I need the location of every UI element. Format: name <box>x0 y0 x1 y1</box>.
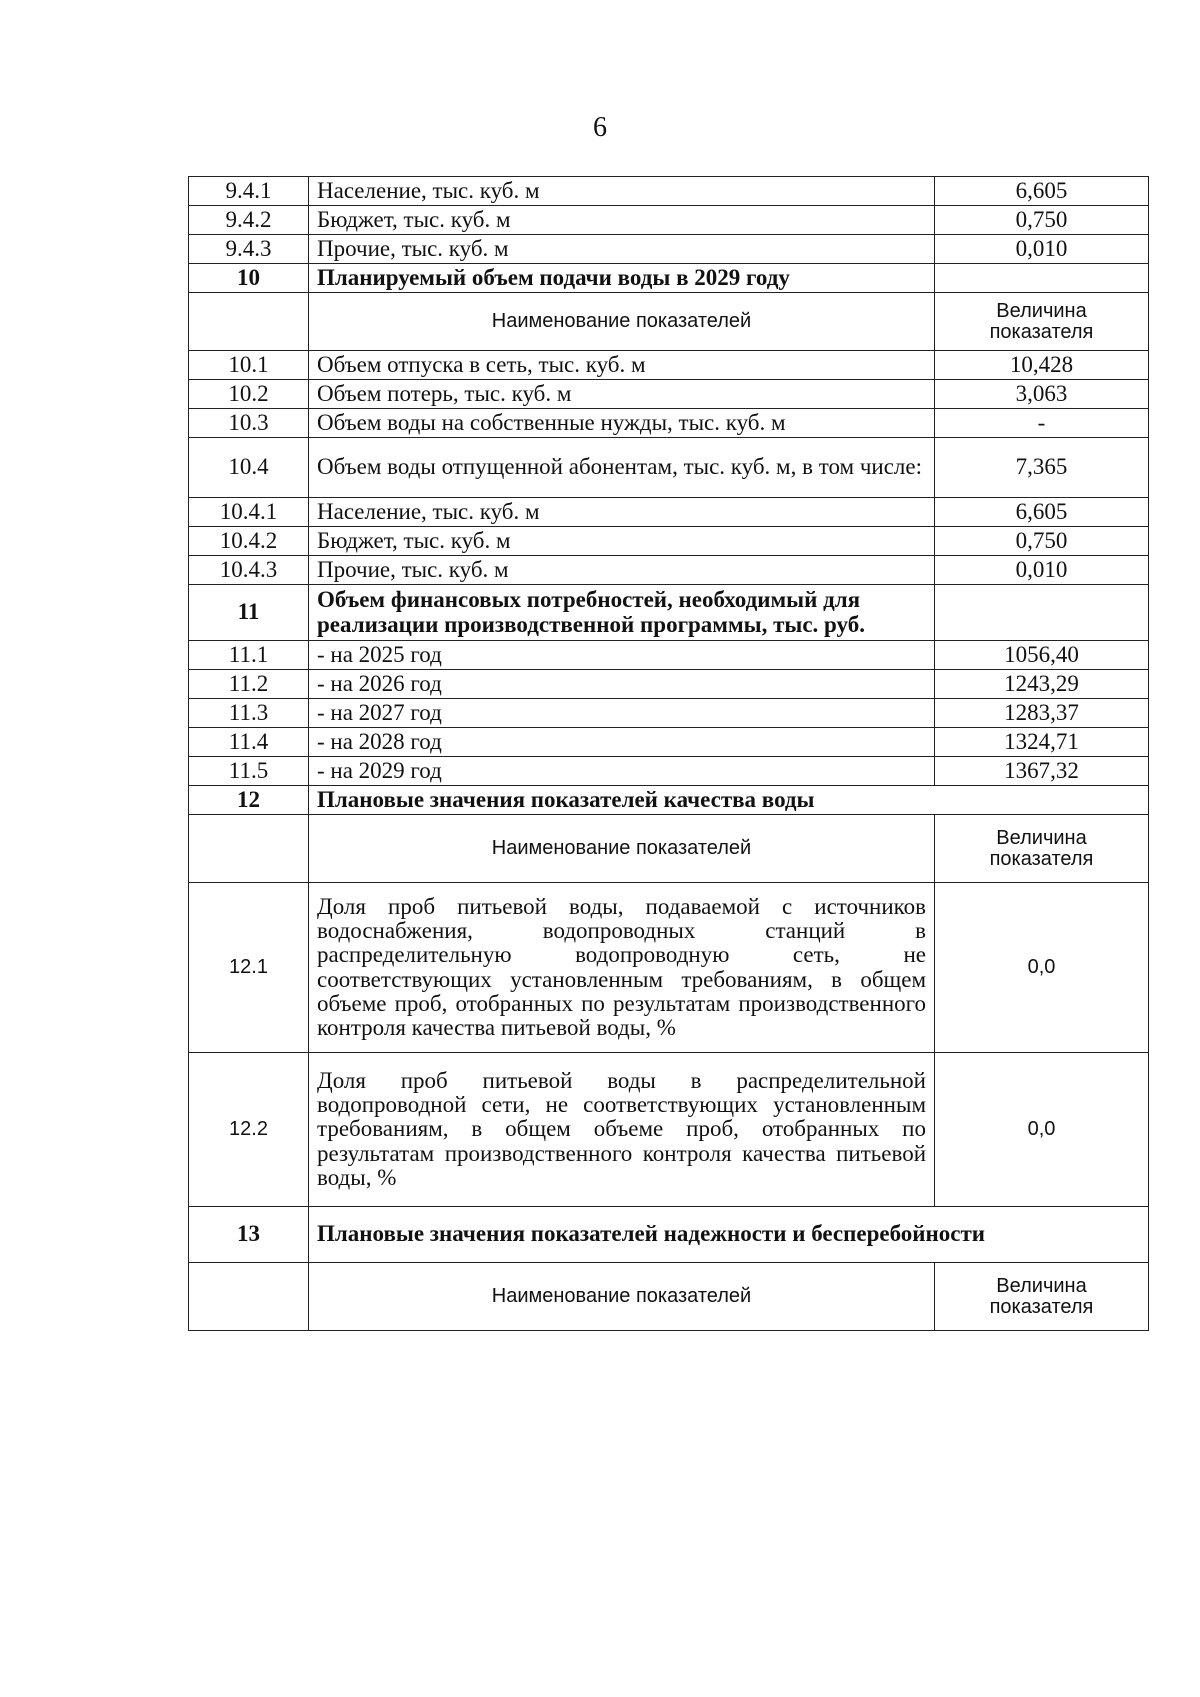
row-value: 1324,71 <box>935 728 1149 757</box>
section-row <box>189 1207 1149 1263</box>
row-number: 12.2 <box>189 1053 309 1207</box>
header-empty-cell <box>189 293 309 351</box>
row-number: 10.4.1 <box>189 498 309 527</box>
row-name: Доля проб питьевой воды в распределительной водопроводной сети, не соответствующих установленным требованиям, в общем объеме проб, отобранных по результатам производственного контроля качества питьевой воды, % <box>309 1053 935 1207</box>
table-row <box>189 670 1149 699</box>
row-number: 12.1 <box>189 883 309 1053</box>
table-row <box>189 527 1149 556</box>
header-row <box>189 815 1149 883</box>
section-row <box>189 264 1149 293</box>
row-name: Объем воды отпущенной абонентам, тыс. куб. м, в том числе: <box>309 438 935 498</box>
section-title: Объем финансовых потребностей, необходимый для реализации производственной программы, тыс. руб. <box>309 585 935 641</box>
table-row <box>189 641 1149 670</box>
row-number: 9.4.2 <box>189 206 309 235</box>
row-value: 6,605 <box>935 498 1149 527</box>
row-number: 11.3 <box>189 699 309 728</box>
row-name: Население, тыс. куб. м <box>309 498 935 527</box>
row-value: 6,605 <box>935 177 1149 206</box>
row-value: 0,010 <box>935 235 1149 264</box>
row-value: 7,365 <box>935 438 1149 498</box>
table-row <box>189 883 1149 1053</box>
table-row <box>189 235 1149 264</box>
header-row <box>189 1263 1149 1331</box>
row-name: Население, тыс. куб. м <box>309 177 935 206</box>
page-number: 6 <box>593 112 607 143</box>
row-name: - на 2025 год <box>309 641 935 670</box>
row-value: 0,750 <box>935 527 1149 556</box>
row-value: 1056,40 <box>935 641 1149 670</box>
section-number: 13 <box>189 1207 309 1263</box>
row-name: Объем воды на собственные нужды, тыс. куб. м <box>309 409 935 438</box>
row-value: - <box>935 409 1149 438</box>
header-value: Величина показателя <box>935 1263 1149 1331</box>
section-title: Плановые значения показателей качества воды <box>309 786 1149 815</box>
row-number: 10.4 <box>189 438 309 498</box>
table-row <box>189 438 1149 498</box>
section-row <box>189 786 1149 815</box>
row-name: Доля проб питьевой воды, подаваемой с источников водоснабжения, водопроводных станций в распределительную водопроводную сеть, не соответствующих установленным требованиям, в общем объеме проб, отобранных по результатам производственного контроля качества питьевой воды, % <box>309 883 935 1053</box>
row-value: 1283,37 <box>935 699 1149 728</box>
header-value: Величина показателя <box>935 293 1149 351</box>
row-name: - на 2029 год <box>309 757 935 786</box>
section-title: Планируемый объем подачи воды в 2029 году <box>309 264 935 293</box>
row-number: 10.2 <box>189 380 309 409</box>
header-name: Наименование показателей <box>309 293 935 351</box>
row-number: 11.5 <box>189 757 309 786</box>
table-row <box>189 498 1149 527</box>
table-row <box>189 351 1149 380</box>
table-row <box>189 380 1149 409</box>
row-number: 11.1 <box>189 641 309 670</box>
row-number: 11.4 <box>189 728 309 757</box>
row-number: 10.4.2 <box>189 527 309 556</box>
row-name: Бюджет, тыс. куб. м <box>309 206 935 235</box>
row-value: 3,063 <box>935 380 1149 409</box>
row-number: 9.4.1 <box>189 177 309 206</box>
table-row <box>189 728 1149 757</box>
table-row <box>189 556 1149 585</box>
header-row <box>189 293 1149 351</box>
row-value: 0,0 <box>935 1053 1149 1207</box>
header-name: Наименование показателей <box>309 1263 935 1331</box>
indicators-table <box>188 176 1149 1331</box>
table-row <box>189 757 1149 786</box>
section-row <box>189 585 1149 641</box>
row-value: 1243,29 <box>935 670 1149 699</box>
row-number: 10.3 <box>189 409 309 438</box>
table-row <box>189 699 1149 728</box>
header-name: Наименование показателей <box>309 815 935 883</box>
table-row <box>189 206 1149 235</box>
row-number: 10.4.3 <box>189 556 309 585</box>
section-number: 10 <box>189 264 309 293</box>
header-empty-cell <box>189 1263 309 1331</box>
row-name: Бюджет, тыс. куб. м <box>309 527 935 556</box>
row-name: Объем отпуска в сеть, тыс. куб. м <box>309 351 935 380</box>
table-row <box>189 177 1149 206</box>
header-empty-cell <box>189 815 309 883</box>
row-value: 0,0 <box>935 883 1149 1053</box>
row-value <box>935 585 1149 641</box>
row-name: Объем потерь, тыс. куб. м <box>309 380 935 409</box>
row-value: 0,010 <box>935 556 1149 585</box>
table-row <box>189 409 1149 438</box>
row-number: 11.2 <box>189 670 309 699</box>
row-number: 9.4.3 <box>189 235 309 264</box>
row-name: Прочие, тыс. куб. м <box>309 235 935 264</box>
row-name: - на 2028 год <box>309 728 935 757</box>
section-title: Плановые значения показателей надежности и бесперебойности <box>309 1207 1149 1263</box>
row-value: 10,428 <box>935 351 1149 380</box>
table-row <box>189 1053 1149 1207</box>
header-value: Величина показателя <box>935 815 1149 883</box>
row-name: - на 2027 год <box>309 699 935 728</box>
row-name: Прочие, тыс. куб. м <box>309 556 935 585</box>
section-number: 11 <box>189 585 309 641</box>
section-number: 12 <box>189 786 309 815</box>
row-name: - на 2026 год <box>309 670 935 699</box>
row-value: 0,750 <box>935 206 1149 235</box>
row-value: 1367,32 <box>935 757 1149 786</box>
row-number: 10.1 <box>189 351 309 380</box>
row-value <box>935 264 1149 293</box>
